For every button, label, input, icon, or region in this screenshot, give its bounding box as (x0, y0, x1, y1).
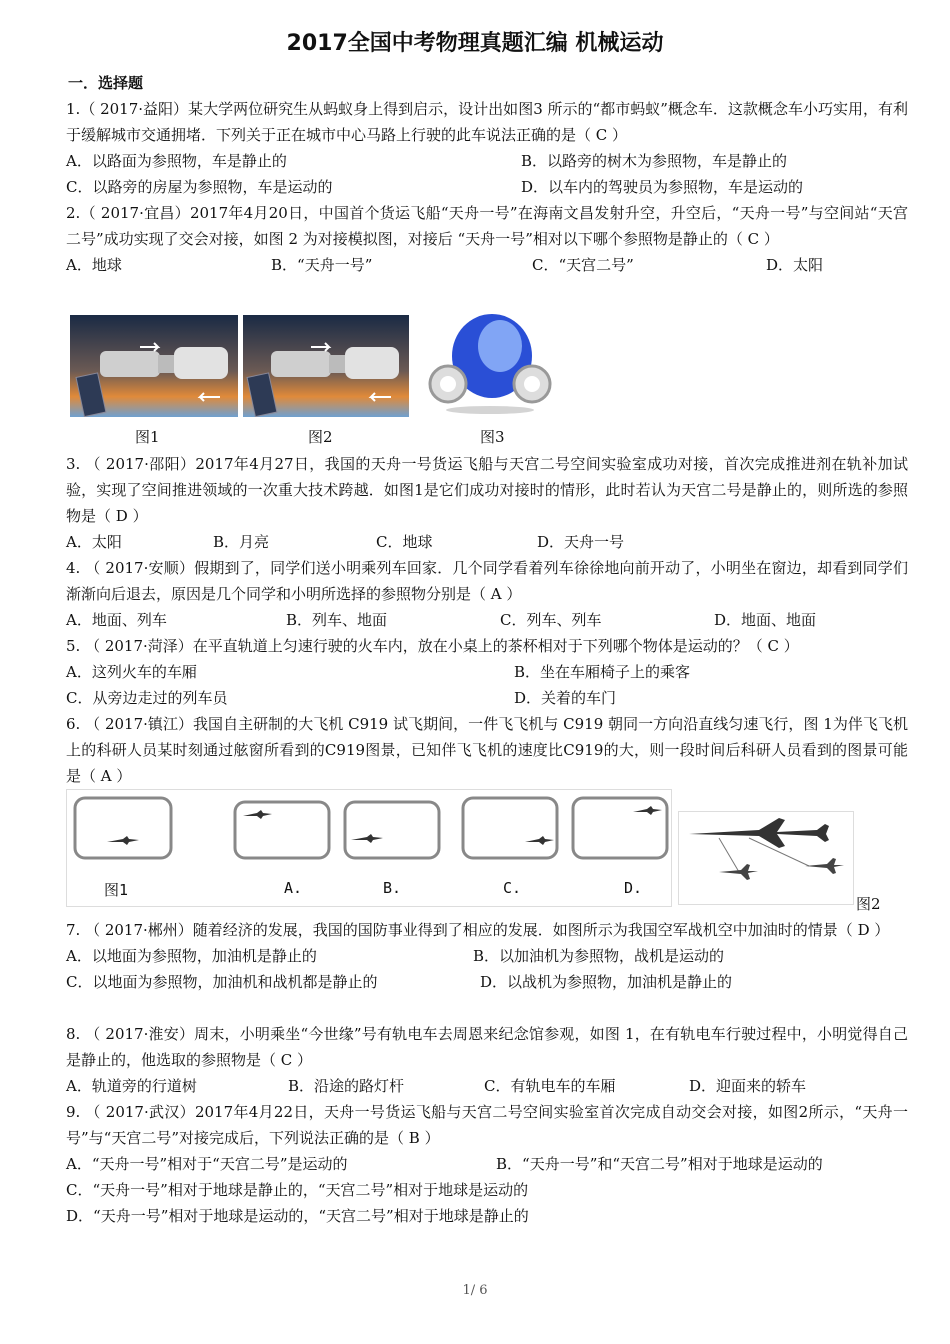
option-a: A．这列火车的车厢 (66, 663, 197, 681)
options-row (66, 943, 908, 969)
option-b: B．列车、地面 (286, 611, 388, 629)
question-stem: 2.（ 2017·宜昌）2017年4月20日，中国首个货运飞船“天舟一号”在海南文昌发射升空，升空后，“天舟一号”与空间站“天宫二号”成功实现了交会对接，如图 2 为对接模拟图，对接后 “天舟一号”相对以下哪个参照物是静止的（ C ） (66, 204, 908, 248)
option-d: D．“天舟一号”相对于地球是运动的，“天宫二号”相对于地球是静止的 (66, 1207, 529, 1225)
options-row (66, 174, 908, 200)
question-5 (66, 633, 908, 711)
option-a: A．地面、列车 (66, 611, 167, 629)
question-stem: 8. （ 2017·淮安）周末，小明乘坐“今世缘”号有轨电车去周恩来纪念馆参观，如图 1，在有轨电车行驶过程中，小明觉得自己是静止的，他选取的参照物是（ C ） (66, 1025, 908, 1069)
caption-option-b: B. (383, 879, 402, 897)
figure-city-ant-car (420, 306, 560, 416)
question-1 (66, 96, 908, 200)
question-3 (66, 451, 908, 555)
option-d: D．地面、地面 (714, 611, 817, 629)
option-a: A．“天舟一号”相对于“天宫二号”是运动的 (66, 1155, 348, 1173)
page-title: 2017全国中考物理真题汇编 机械运动 (286, 31, 664, 56)
option-d: D．迎面来的轿车 (689, 1077, 807, 1095)
option-d: D．以车内的驾驶员为参照物，车是运动的 (521, 178, 804, 196)
option-b: B．“天舟一号”和“天宫二号”相对于地球是运动的 (496, 1155, 823, 1173)
option-c: C．以路旁的房屋为参照物，车是运动的 (66, 178, 333, 196)
option-b: B．以路旁的树木为参照物，车是静止的 (521, 152, 788, 170)
options-row (66, 1151, 908, 1177)
question-stem: 7. （ 2017·郴州）随着经济的发展，我国的国防事业得到了相应的发展．如图所示为我国空军战机空中加油时的情景（ D ） (66, 921, 890, 939)
question-stem: 5. （ 2017·菏泽）在平直轨道上匀速行驶的火车内，放在小桌上的茶杯相对于下列哪个物体是运动的？（ C ） (66, 637, 799, 655)
window-fig1 (75, 798, 171, 858)
option-c: C．有轨电车的车厢 (484, 1077, 616, 1095)
option-c: C．“天舟一号”相对于地球是静止的，“天宫二号”相对于地球是运动的 (66, 1181, 529, 1199)
window-d (573, 798, 667, 858)
question-9 (66, 1099, 908, 1229)
option-c: C．从旁边走过的列车员 (66, 689, 228, 707)
options-row (66, 685, 908, 711)
option-b: B．月亮 (213, 533, 270, 551)
caption-option-a: A. (284, 879, 303, 897)
option-a: A．轨道旁的行道树 (66, 1077, 197, 1095)
figure-air-refueling (678, 811, 854, 905)
question-6 (66, 711, 908, 789)
options-row (66, 1073, 908, 1099)
figure-space-station-2 (243, 315, 409, 417)
option-c: C．“天宫二号” (532, 256, 634, 274)
caption-fig2-refuel: 图2 (856, 895, 881, 913)
option-a: A．以路面为参照物，车是静止的 (66, 152, 287, 170)
option-b: B．坐在车厢椅子上的乘客 (514, 663, 691, 681)
question-2 (66, 200, 908, 278)
window-c (463, 798, 557, 858)
figure-space-station-1 (70, 315, 238, 417)
window-b (345, 802, 439, 858)
question-stem: 3. （ 2017·邵阳）2017年4月27日，我国的天舟一号货运飞船与天宫二号空间实验室成功对接，首次完成推进剂在轨补加试验，实现了空间推进领域的一次重大技术跨越．如图1是它们成功对接时的情形，此时若认为天宫二号是静止的，则所选的参照物是（ D ） (66, 455, 908, 525)
option-a: A．以地面为参照物，加油机是静止的 (66, 947, 317, 965)
option-b: B．以加油机为参照物，战机是运动的 (473, 947, 725, 965)
question-4 (66, 555, 908, 633)
caption-option-d: D. (624, 879, 643, 897)
options-row (66, 969, 908, 995)
caption-option-c: C. (503, 879, 522, 897)
option-b: B．沿途的路灯杆 (288, 1077, 405, 1095)
section-heading: 一．选择题 (68, 74, 144, 92)
window-a (235, 802, 329, 858)
question-stem: 1.（ 2017·益阳）某大学两位研究生从蚂蚁身上得到启示，设计出如图3 所示的“都市蚂蚁”概念车．这款概念车小巧实用，有利于缓解城市交通拥堵．下列关于正在城市中心马路上行驶的此车说法正确的是（ C ） (66, 100, 908, 144)
options-row (66, 148, 908, 174)
option-a: A．太阳 (66, 533, 122, 551)
option-d: D．以战机为参照物，加油机是静止的 (480, 973, 733, 991)
option-d: D．关着的车门 (514, 689, 617, 707)
option-c: C．地球 (376, 533, 433, 551)
caption-fig1: 图1 (135, 428, 160, 446)
option-a: A．地球 (66, 256, 122, 274)
question-8 (66, 1021, 908, 1099)
page-number: 1/ 6 (462, 1283, 488, 1298)
option-b: B．“天舟一号” (271, 256, 373, 274)
options-row (66, 529, 908, 555)
question-stem: 9. （ 2017·武汉）2017年4月22日，天舟一号货运飞船与天宫二号空间实验室首次完成自动交会对接，如图2所示，“天舟一号”与“天宫二号”对接完成后，下列说法正确的是（ B ） (66, 1103, 908, 1147)
option-d: D．天舟一号 (537, 533, 625, 551)
figure-window-views (66, 789, 672, 907)
option-c: C．列车、列车 (500, 611, 602, 629)
caption-fig3: 图3 (480, 428, 505, 446)
option-c: C．以地面为参照物，加油机和战机都是静止的 (66, 973, 378, 991)
question-stem: 4. （ 2017·安顺）假期到了，同学们送小明乘列车回家．几个同学看着列车徐徐地向前开动了，小明坐在窗边，却看到同学们渐渐向后退去，原因是几个同学和小明所选择的参照物分别是（ A ） (66, 559, 908, 603)
caption-fig2: 图2 (308, 428, 333, 446)
option-d: D．太阳 (766, 256, 824, 274)
question-stem: 6. （ 2017·镇江）我国自主研制的大飞机 C919 试飞期间，一件飞飞机与 C919 朝同一方向沿直线匀速飞行，图 1为伴飞飞机上的科研人员某时刻通过舷窗所看到的C919图景，已知伴飞飞机的速度比C919的大，则一段时间后科研人员看到的图景可能是（ A ） (66, 715, 908, 785)
options-row (66, 607, 908, 633)
question-7 (66, 917, 908, 995)
options-row (66, 252, 908, 278)
options-row (66, 659, 908, 685)
caption-window-fig1: 图1 (104, 881, 129, 899)
